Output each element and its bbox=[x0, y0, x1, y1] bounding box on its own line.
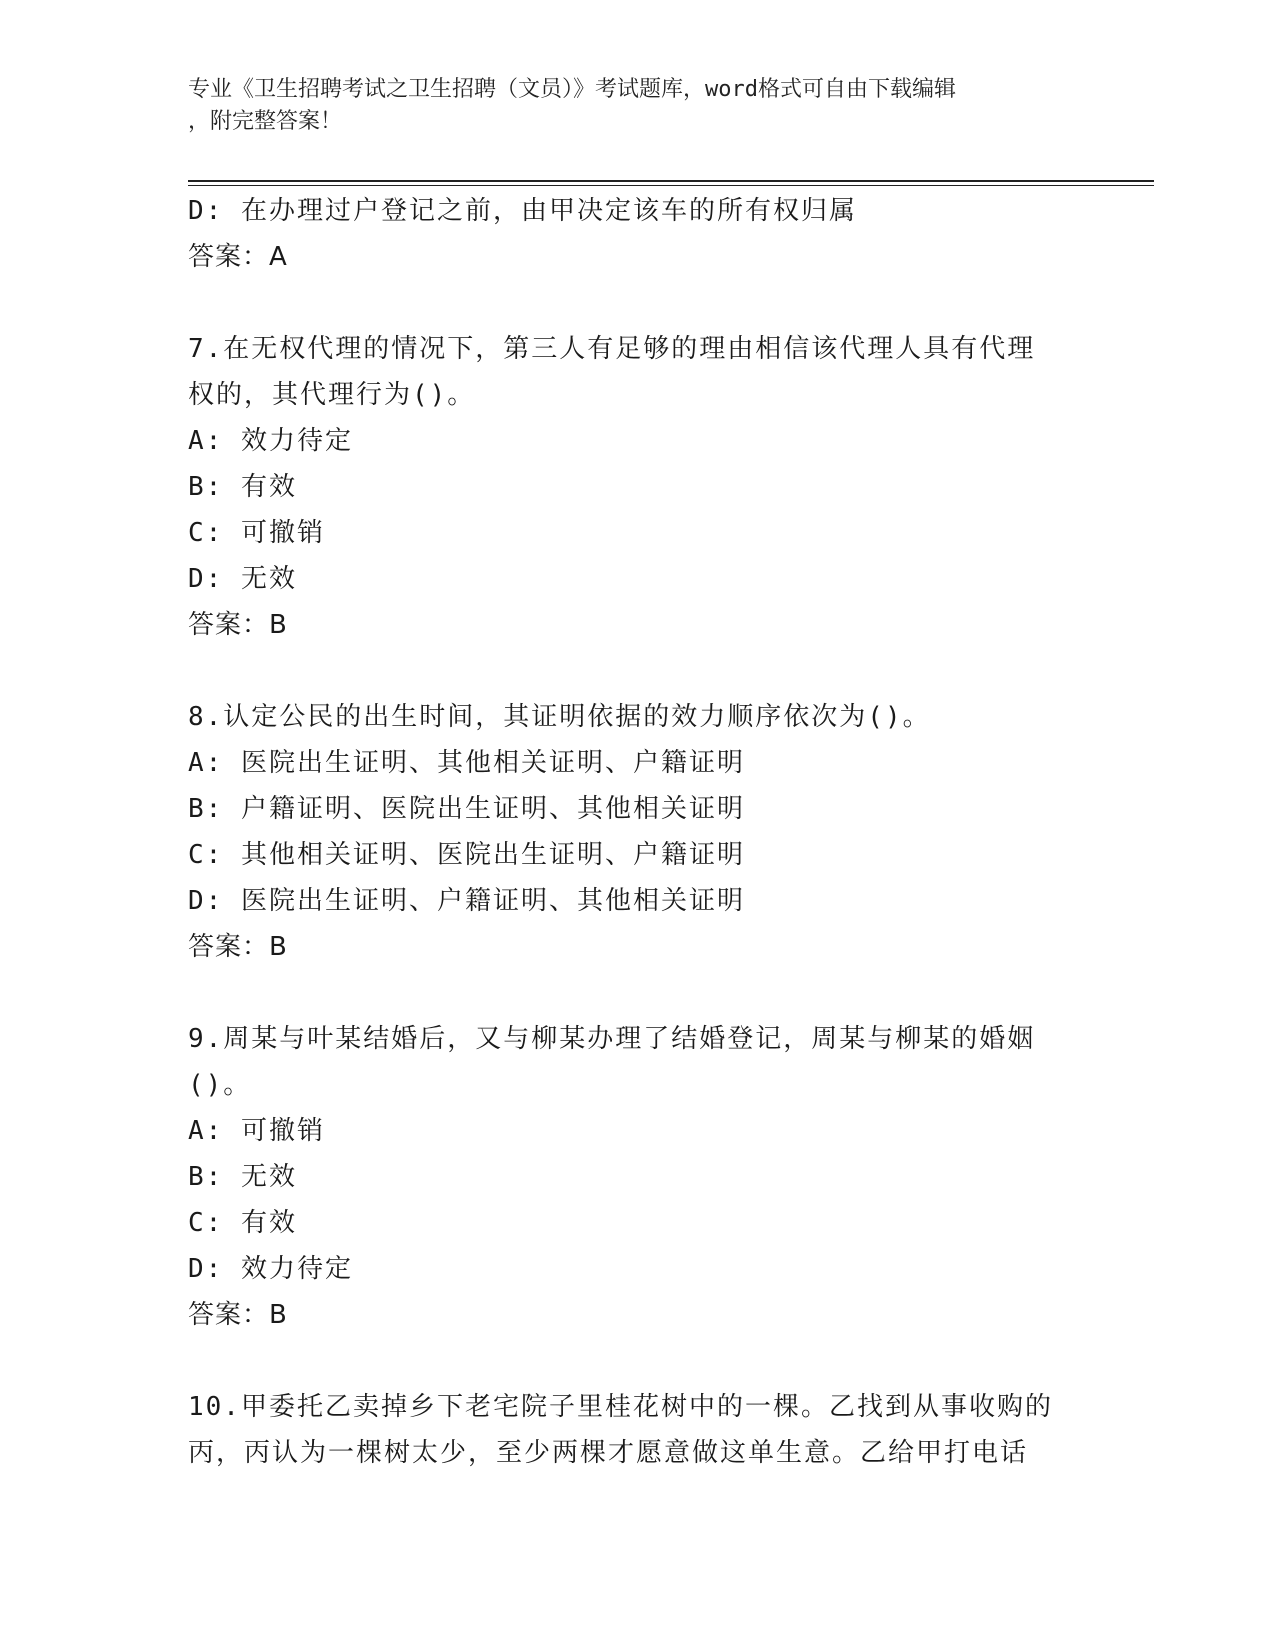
answer-line: 答案：B bbox=[188, 610, 288, 640]
question-block bbox=[188, 694, 1088, 970]
option-b: B: 有效 bbox=[188, 472, 297, 502]
option-b: B: 户籍证明、医院出生证明、其他相关证明 bbox=[188, 794, 745, 824]
option-a: A: 效力待定 bbox=[188, 426, 353, 456]
question-stem: 8.认定公民的出生时间，其证明依据的效力顺序依次为()。 bbox=[188, 702, 931, 732]
page-header bbox=[188, 74, 1068, 138]
question-stem: 丙，丙认为一棵树太少，至少两棵才愿意做这单生意。乙给甲打电话 bbox=[188, 1438, 1029, 1468]
option-a: A: 可撤销 bbox=[188, 1116, 325, 1146]
question-block bbox=[188, 1384, 1088, 1476]
option-c: C: 可撤销 bbox=[188, 518, 325, 548]
question-stem: ()。 bbox=[188, 1070, 252, 1100]
answer-line: 答案：B bbox=[188, 932, 288, 962]
option-c: C: 其他相关证明、医院出生证明、户籍证明 bbox=[188, 840, 745, 870]
question-stem: 10.甲委托乙卖掉乡下老宅院子里桂花树中的一棵。乙找到从事收购的 bbox=[188, 1392, 1053, 1422]
answer-line: 答案：B bbox=[188, 1300, 288, 1330]
option-b: B: 无效 bbox=[188, 1162, 297, 1192]
header-line: ，附完整答案！ bbox=[188, 109, 343, 134]
question-stem: 权的，其代理行为()。 bbox=[188, 380, 476, 410]
option-d: D: 效力待定 bbox=[188, 1254, 353, 1284]
option-d: D: 无效 bbox=[188, 564, 297, 594]
question-block bbox=[188, 188, 1088, 280]
question-list bbox=[188, 188, 1088, 1476]
option-c: C: 有效 bbox=[188, 1208, 297, 1238]
question-stem: 9.周某与叶某结婚后，又与柳某办理了结婚登记，周某与柳某的婚姻 bbox=[188, 1024, 1036, 1054]
option-d: D: 医院出生证明、户籍证明、其他相关证明 bbox=[188, 886, 745, 916]
question-block bbox=[188, 326, 1088, 648]
question-stem: 7.在无权代理的情况下，第三人有足够的理由相信该代理人具有代理 bbox=[188, 334, 1036, 364]
option-d: D: 在办理过户登记之前，由甲决定该车的所有权归属 bbox=[188, 196, 857, 226]
question-block bbox=[188, 1016, 1088, 1338]
header-divider bbox=[188, 180, 1154, 182]
answer-line: 答案：A bbox=[188, 242, 288, 272]
header-line: 专业《卫生招聘考试之卫生招聘（文员）》考试题库，word格式可自由下载编辑 bbox=[188, 77, 956, 102]
header-divider-thin bbox=[188, 185, 1154, 186]
option-a: A: 医院出生证明、其他相关证明、户籍证明 bbox=[188, 748, 745, 778]
